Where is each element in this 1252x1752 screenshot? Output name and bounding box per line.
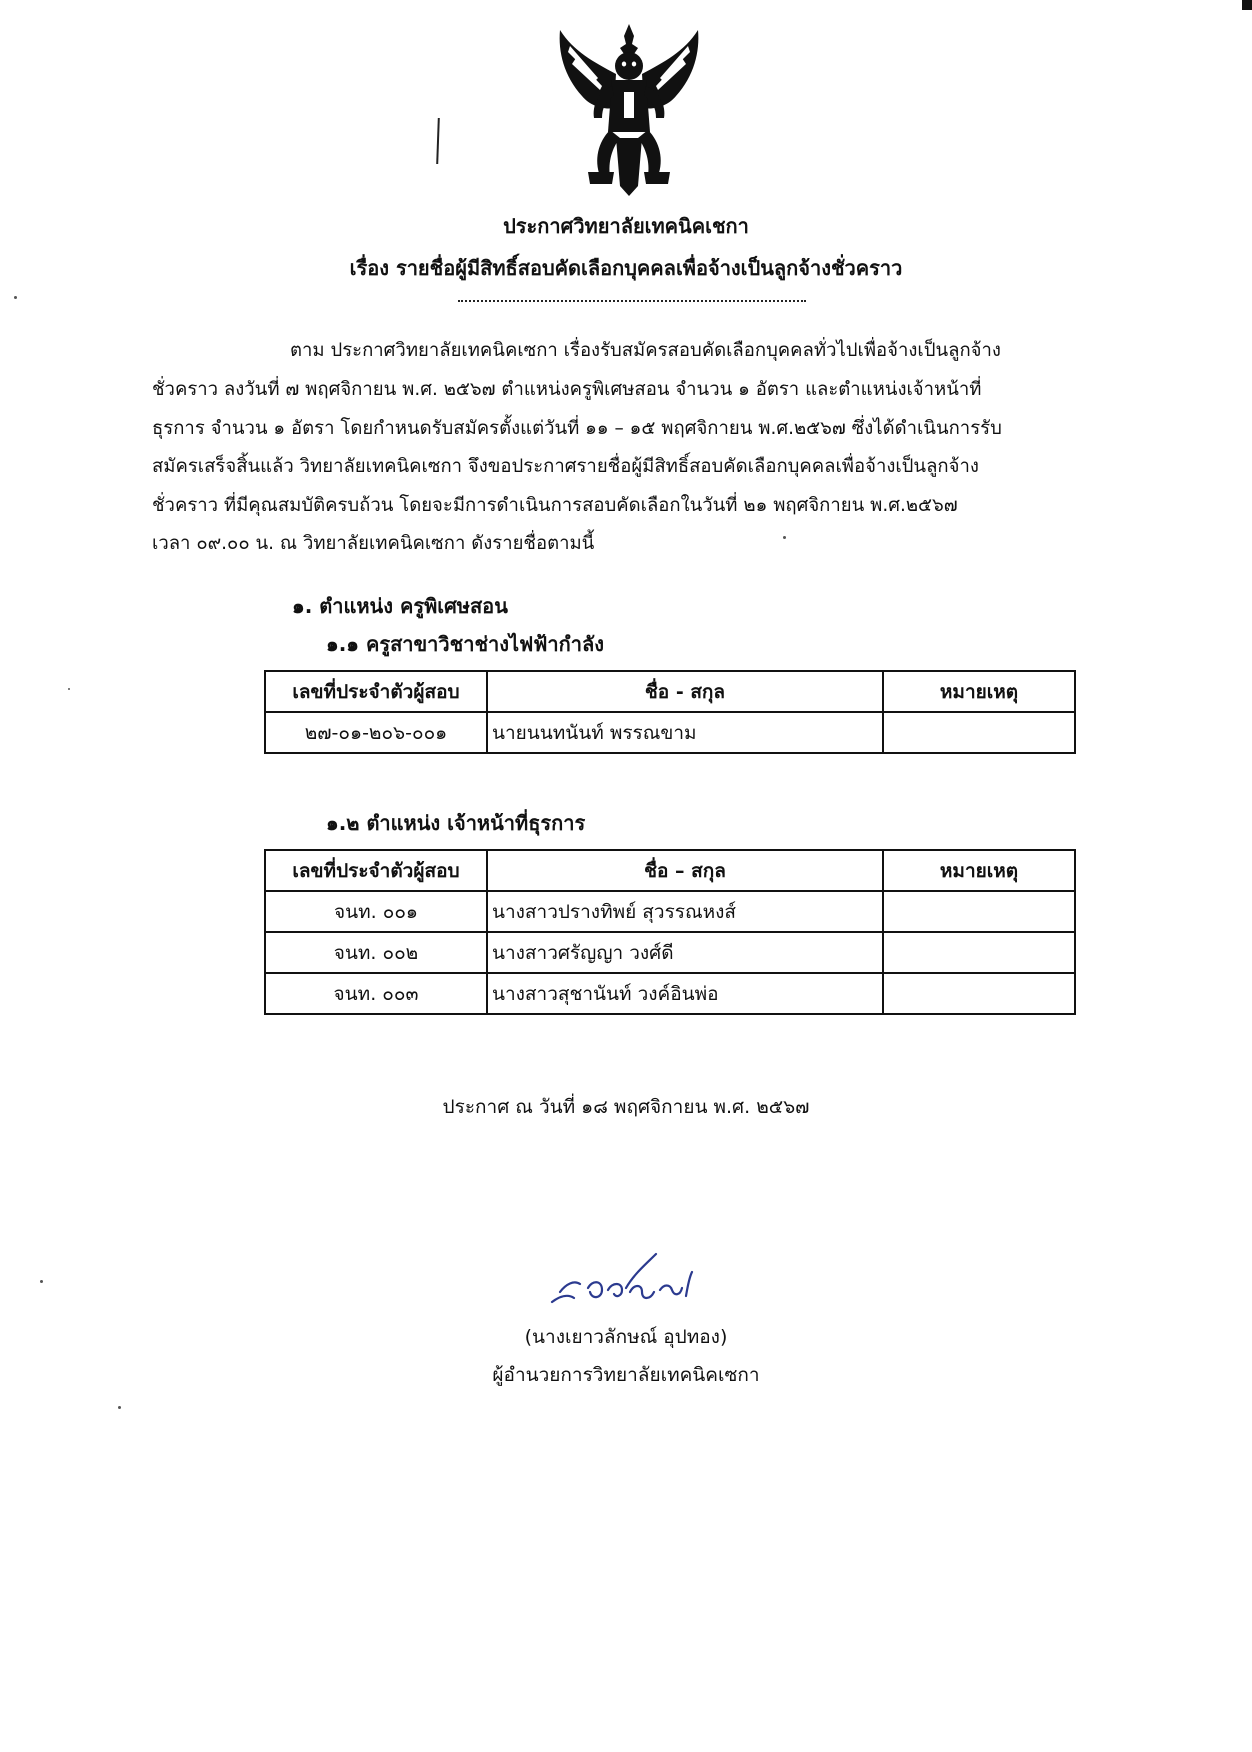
candidate-table-clerk [264, 849, 1076, 1015]
column-header-note: หมายเหตุ [883, 850, 1075, 891]
document-subject: เรื่อง รายชื่อผู้มีสิทธิ์สอบคัดเลือกบุคคลเพื่อจ้างเป็นลูกจ้างชั่วคราว [349, 256, 903, 280]
title-divider [458, 300, 806, 302]
candidate-note [883, 932, 1075, 973]
body-line-2: ชั่วคราว ลงวันที่ ๗ พฤศจิกายน พ.ศ. ๒๕๖๗ ตำแหน่งครูพิเศษสอน จำนวน ๑ อัตรา และตำแหน่งเจ้าหน้าที่ [152, 379, 982, 400]
table-header-row [265, 850, 1075, 891]
document-title: ประกาศวิทยาลัยเทคนิคเชกา [503, 214, 749, 238]
scan-speck [118, 1406, 121, 1409]
section1-subheading: ๑.๑ ครูสาขาวิชาช่างไฟฟ้ากำลัง [326, 632, 604, 656]
scan-speck [68, 688, 70, 690]
candidate-name: นางสาวศรัญญา วงศ์ดี [487, 932, 883, 973]
candidate-name: นางสาวปรางทิพย์ สุวรรณหงส์ [487, 891, 883, 932]
column-header-name: ชื่อ - สกุล [487, 671, 883, 712]
column-header-name: ชื่อ – สกุล [487, 850, 883, 891]
section2-heading: ๑.๒ ตำแหน่ง เจ้าหน้าที่ธุรการ [326, 811, 586, 835]
candidate-id: จนท. ๐๐๑ [265, 891, 487, 932]
announce-date: ประกาศ ณ วันที่ ๑๘ พฤศจิกายน พ.ศ. ๒๕๖๗ [442, 1096, 810, 1118]
candidate-note [883, 973, 1075, 1014]
candidate-name: นางสาวสุชานันท์ วงค์อินพ่อ [487, 973, 883, 1014]
column-header-id: เลขที่ประจำตัวผู้สอบ [265, 850, 487, 891]
candidate-id: จนท. ๐๐๒ [265, 932, 487, 973]
scan-speck [40, 1280, 43, 1283]
candidate-id: ๒๗-๐๑-๒๐๖-๐๐๑ [265, 712, 487, 753]
scan-scratch [436, 118, 440, 164]
body-line-5: ชั่วคราว ที่มีคุณสมบัติครบถ้วน โดยจะมีการดำเนินการสอบคัดเลือกในวันที่ ๒๑ พฤศจิกายน พ.ศ.๒๕๖๗ [152, 495, 958, 516]
body-line-4: สมัครเสร็จสิ้นแล้ว วิทยาลัยเทคนิคเซกา จึงขอประกาศรายชื่อผู้มีสิทธิ์สอบคัดเลือกบุคคลเพื่อจ้างเป็นลูกจ้าง [152, 456, 979, 477]
section1-heading: ๑. ตำแหน่ง ครูพิเศษสอน [292, 594, 508, 618]
column-header-note: หมายเหตุ [883, 671, 1075, 712]
table-row [265, 891, 1075, 932]
candidate-note [883, 712, 1075, 753]
candidate-name: นายนนทนันท์ พรรณขาม [487, 712, 883, 753]
column-header-id: เลขที่ประจำตัวผู้สอบ [265, 671, 487, 712]
body-line-6: เวลา ๐๙.๐๐ น. ณ วิทยาลัยเทคนิคเซกา ดังรายชื่อตามนี้ [152, 533, 595, 554]
table-header-row [265, 671, 1075, 712]
signer-name: (นางเยาวลักษณ์ อุปทอง) [524, 1326, 728, 1348]
table-row [265, 932, 1075, 973]
signature-image [530, 1240, 730, 1320]
candidate-note [883, 891, 1075, 932]
scan-corner-mark [1242, 0, 1252, 10]
garuda-emblem-icon [554, 22, 704, 198]
body-line-1: ตาม ประกาศวิทยาลัยเทคนิคเซกา เรื่องรับสมัครสอบคัดเลือกบุคคลทั่วไปเพื่อจ้างเป็นลูกจ้าง [290, 340, 1001, 361]
table-row [265, 973, 1075, 1014]
table-row [265, 712, 1075, 753]
body-line-3: ธุรการ จำนวน ๑ อัตรา โดยกำหนดรับสมัครตั้งแต่วันที่ ๑๑ – ๑๕ พฤศจิกายน พ.ศ.๒๕๖๗ ซึ่งได้ดำเนินการรับ [152, 418, 1002, 439]
candidate-table-teacher [264, 670, 1076, 754]
scan-speck [14, 296, 17, 299]
candidate-id: จนท. ๐๐๓ [265, 973, 487, 1014]
signer-title: ผู้อำนวยการวิทยาลัยเทคนิคเซกา [492, 1364, 760, 1386]
